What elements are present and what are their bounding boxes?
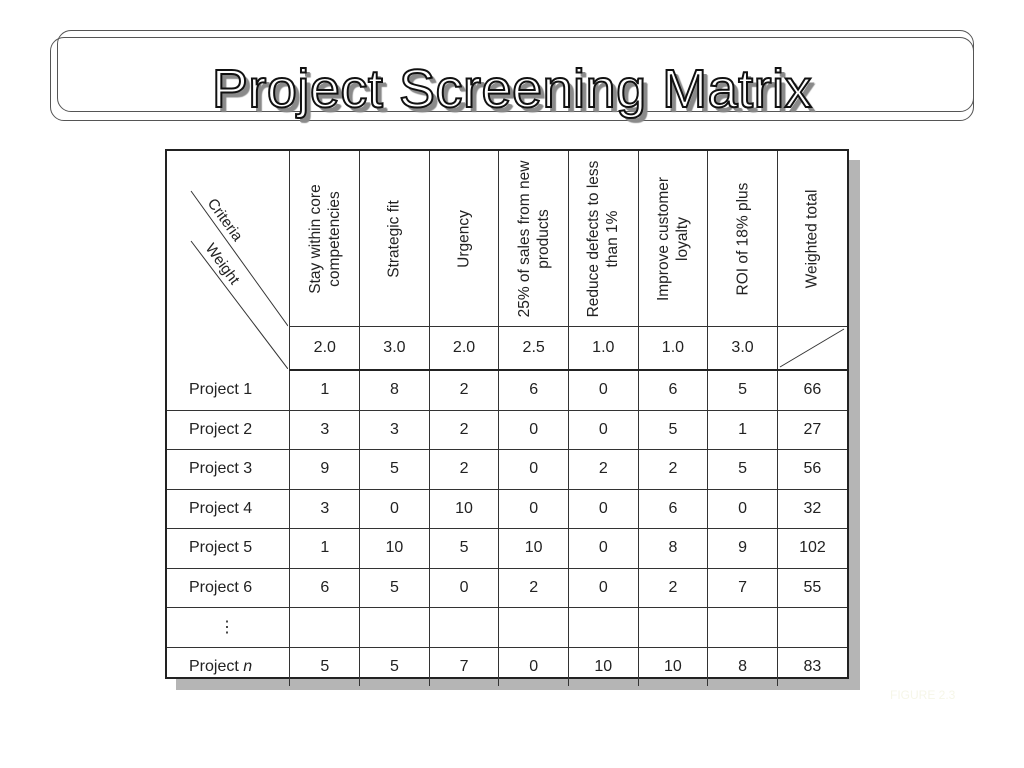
project-label: Project 4: [167, 489, 290, 529]
score-cell: 5: [638, 410, 708, 450]
criterion-header: [568, 151, 638, 327]
score-cell: 5: [360, 450, 430, 490]
weighted-total-cell: 56: [777, 450, 847, 490]
project-label: [167, 647, 290, 686]
corner-criteria-label: Criteria: [203, 195, 246, 245]
score-cell: [290, 608, 360, 648]
score-cell: 0: [499, 489, 569, 529]
weighted-total-header: [777, 151, 847, 327]
diagonal-slash: [778, 327, 846, 369]
score-cell: 5: [708, 370, 778, 410]
weight-cell: 2.0: [429, 327, 499, 371]
score-cell: 10: [568, 647, 638, 686]
score-cell: 7: [429, 647, 499, 686]
score-cell: 6: [290, 568, 360, 608]
score-cell: 1: [290, 529, 360, 569]
score-cell: 10: [638, 647, 708, 686]
score-cell: 0: [499, 410, 569, 450]
weighted-total-cell: 27: [777, 410, 847, 450]
score-cell: [429, 608, 499, 648]
score-cell: [638, 608, 708, 648]
weighted-total-weight-cell: [777, 327, 847, 371]
project-row: [167, 450, 847, 490]
figure-number: FIGURE 2.3: [890, 688, 956, 702]
score-cell: 0: [568, 370, 638, 410]
score-cell: 3: [290, 410, 360, 450]
project-label: Project 3: [167, 450, 290, 490]
score-cell: 5: [360, 647, 430, 686]
criterion-header: [499, 151, 569, 327]
score-cell: [499, 608, 569, 648]
project-row: [167, 647, 847, 686]
weight-cell: 3.0: [708, 327, 778, 371]
score-cell: 2: [499, 568, 569, 608]
score-cell: 5: [708, 450, 778, 490]
score-cell: 2: [638, 450, 708, 490]
criterion-header: [638, 151, 708, 327]
project-row: [167, 410, 847, 450]
screening-matrix-figure: [165, 149, 849, 679]
score-cell: 8: [638, 529, 708, 569]
weighted-total-cell: 66: [777, 370, 847, 410]
criterion-label: Improve customer loyalty: [654, 176, 691, 301]
criterion-label: 25% of sales from new products: [515, 160, 552, 317]
screening-matrix-table: [167, 151, 847, 686]
weight-cell: 3.0: [360, 327, 430, 371]
criterion-header: [360, 151, 430, 327]
score-cell: 5: [290, 647, 360, 686]
score-cell: 6: [499, 370, 569, 410]
project-row: [167, 489, 847, 529]
score-cell: 2: [429, 450, 499, 490]
weighted-total-label: Weighted total: [803, 189, 821, 288]
score-cell: [708, 608, 778, 648]
score-cell: 10: [499, 529, 569, 569]
criterion-header: [429, 151, 499, 327]
score-cell: 9: [708, 529, 778, 569]
criterion-label: Urgency: [455, 209, 473, 268]
score-cell: 2: [429, 410, 499, 450]
score-cell: 0: [568, 489, 638, 529]
score-cell: 10: [360, 529, 430, 569]
project-row: [167, 568, 847, 608]
score-cell: 0: [568, 529, 638, 569]
score-cell: 2: [429, 370, 499, 410]
weighted-total-cell: 55: [777, 568, 847, 608]
score-cell: 3: [360, 410, 430, 450]
score-cell: 2: [638, 568, 708, 608]
score-cell: 2: [568, 450, 638, 490]
score-cell: 3: [290, 489, 360, 529]
project-label: Project 5: [167, 529, 290, 569]
score-cell: 0: [568, 568, 638, 608]
criteria-weight-corner: [167, 151, 290, 370]
criteria-header-row: [167, 151, 847, 327]
project-label-variable: n: [243, 657, 253, 675]
weighted-total-cell: 83: [777, 647, 847, 686]
criterion-label: Strategic fit: [385, 199, 403, 278]
weighted-total-cell: 102: [777, 529, 847, 569]
score-cell: [568, 608, 638, 648]
score-cell: 8: [360, 370, 430, 410]
score-cell: [360, 608, 430, 648]
score-cell: 0: [360, 489, 430, 529]
score-cell: 0: [499, 450, 569, 490]
score-cell: 6: [638, 370, 708, 410]
weight-cell: 2.0: [290, 327, 360, 371]
score-cell: 0: [429, 568, 499, 608]
score-cell: 0: [568, 410, 638, 450]
criterion-header: [290, 151, 360, 327]
project-row: [167, 370, 847, 410]
score-cell: 9: [290, 450, 360, 490]
project-label: Project 2: [167, 410, 290, 450]
score-cell: 0: [708, 489, 778, 529]
criterion-label: ROI of 18% plus: [734, 182, 752, 295]
score-cell: 7: [708, 568, 778, 608]
weight-cell: 2.5: [499, 327, 569, 371]
diagonal-divider: [167, 151, 288, 369]
criterion-header: [708, 151, 778, 327]
slide-title: Project Screening Matrix: [211, 59, 813, 119]
score-cell: 8: [708, 647, 778, 686]
score-cell: 5: [360, 568, 430, 608]
score-cell: 1: [290, 370, 360, 410]
criterion-label: Stay within core competencies: [306, 183, 343, 294]
score-cell: 10: [429, 489, 499, 529]
criterion-label: Reduce defects to less than 1%: [585, 160, 622, 317]
score-cell: 6: [638, 489, 708, 529]
score-cell: 0: [499, 647, 569, 686]
project-label: Project 6: [167, 568, 290, 608]
project-row: [167, 529, 847, 569]
project-row: [167, 608, 847, 648]
weight-cell: 1.0: [568, 327, 638, 371]
weight-cell: 1.0: [638, 327, 708, 371]
project-label: Project 1: [189, 380, 253, 398]
project-label: ⋮: [167, 608, 290, 648]
project-label-prefix: Project: [189, 657, 239, 675]
score-cell: 1: [708, 410, 778, 450]
weighted-total-cell: [777, 608, 847, 648]
score-cell: 5: [429, 529, 499, 569]
weighted-total-cell: 32: [777, 489, 847, 529]
corner-weight-label: Weight: [201, 240, 243, 288]
